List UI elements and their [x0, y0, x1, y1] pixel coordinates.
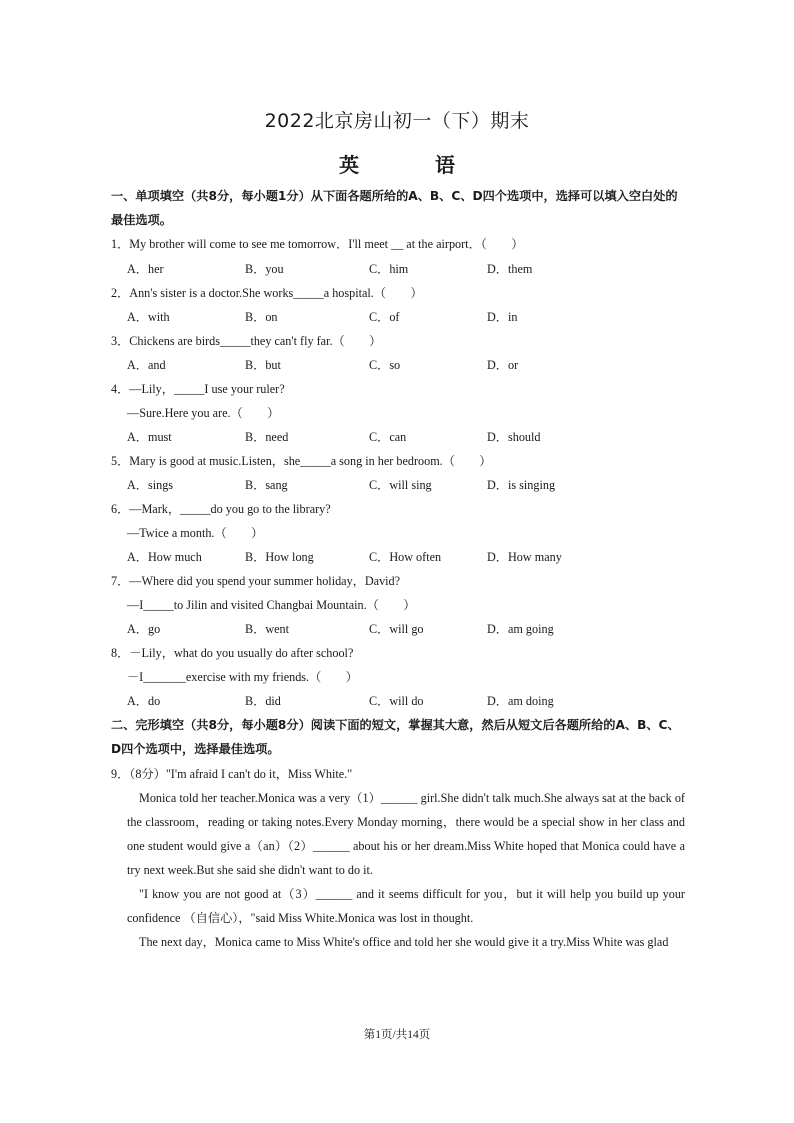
q6-option-b: B．How long: [245, 550, 314, 564]
q1-option-c: C．him: [369, 262, 409, 276]
section-2-heading: 二、完形填空（共8分，每小题8分）阅读下面的短文，掌握其大意，然后从短文后各题所给的A、B、C、D四个选项中，选择最佳选项。: [111, 718, 680, 756]
q7-option-b: B．went: [245, 622, 290, 636]
section-1-heading: 一、单项填空（共8分，每小题1分）从下面各题所给的A、B、C、D四个选项中，选择可以填入空白处的最佳选项。: [111, 189, 678, 227]
question-7-reply: —I_____to Jilin and visited Changbai Mountain.（ ）: [127, 598, 416, 612]
q2-option-c: C．of: [369, 310, 400, 324]
question-6-reply: —Twice a month.（ ）: [127, 526, 264, 540]
q4-option-a: A．must: [127, 430, 172, 444]
question-8-reply: －I_______exercise with my friends.（ ）: [127, 670, 358, 684]
q2-option-d: D．in: [487, 310, 518, 324]
question-5-stem: 5．Mary is good at music.Listen，she_____a song in her bedroom.（ ）: [111, 454, 492, 468]
q1-option-d: D．them: [487, 262, 533, 276]
q4-option-d: D．should: [487, 430, 541, 444]
question-2-stem: 2．Ann's sister is a doctor.She works_____a hospital.（ ）: [111, 286, 423, 300]
question-1-stem: 1．My brother will come to see me tomorrow．I'll meet __ at the airport．（ ）: [111, 237, 524, 251]
question-9-intro: 9．（8分）"I'm afraid I can't do it，Miss White.": [111, 767, 353, 781]
q7-option-a: A．go: [127, 622, 161, 636]
q3-option-b: B．but: [245, 358, 281, 372]
q1-option-a: A．her: [127, 262, 164, 276]
q4-option-b: B．need: [245, 430, 289, 444]
question-6-stem: 6．—Mark，_____do you go to the library?: [111, 502, 331, 516]
q5-option-b: B．sang: [245, 478, 288, 492]
q8-option-a: A．do: [127, 694, 161, 708]
passage-paragraph-2: [127, 882, 685, 930]
question-3-stem: 3．Chickens are birds_____they can't fly far.（ ）: [111, 334, 382, 348]
q4-option-c: C．can: [369, 430, 407, 444]
q3-option-d: D．or: [487, 358, 519, 372]
question-7-stem: 7．—Where did you spend your summer holiday，David?: [111, 574, 401, 588]
page-title: 2022北京房山初一（下）期末: [264, 110, 530, 132]
subject-title: 英 语: [339, 153, 483, 177]
passage-paragraph-1-text: Monica told her teacher.Monica was a very（1）______ girl.She didn't talk much.She always sat at the back of the classroom，reading or taking notes.Every Monday morning，there would be a special show in her class and one student would give a（an）（2）______ about his or her dream.Miss White hoped that Monica could have a try next week.But she said she didn't want to do it.: [127, 791, 685, 877]
q8-option-d: D．am doing: [487, 694, 554, 708]
q3-option-c: C．so: [369, 358, 401, 372]
q2-option-a: A．with: [127, 310, 170, 324]
question-8-stem: 8．－Lily，what do you usually do after school?: [111, 646, 354, 660]
passage-paragraph-1: [127, 786, 685, 882]
question-4-stem: 4．—Lily，_____I use your ruler?: [111, 382, 285, 396]
q8-option-b: B．did: [245, 694, 281, 708]
q7-option-c: C．will go: [369, 622, 424, 636]
q7-option-d: D．am going: [487, 622, 554, 636]
q6-option-d: D．How many: [487, 550, 562, 564]
q5-option-a: A．sings: [127, 478, 174, 492]
question-4-reply: —Sure.Here you are.（ ）: [127, 406, 280, 420]
q1-option-b: B．you: [245, 262, 284, 276]
q3-option-a: A．and: [127, 358, 166, 372]
q5-option-c: C．will sing: [369, 478, 432, 492]
passage-paragraph-2-text: "I know you are not good at（3）______ and it seems difficult for you，but it will help you build up your confidence （自信心），"said Miss White.Monica was lost in thought.: [127, 887, 685, 925]
page-number: 第1页/共14页: [363, 1029, 431, 1041]
q2-option-b: B．on: [245, 310, 278, 324]
q6-option-a: A．How much: [127, 550, 202, 564]
passage-paragraph-3: [127, 930, 685, 954]
passage-paragraph-3-text: The next day，Monica came to Miss White's office and told her she would give it a try.Miss White was glad: [139, 935, 669, 949]
q6-option-c: C．How often: [369, 550, 442, 564]
q5-option-d: D．is singing: [487, 478, 556, 492]
q8-option-c: C．will do: [369, 694, 424, 708]
